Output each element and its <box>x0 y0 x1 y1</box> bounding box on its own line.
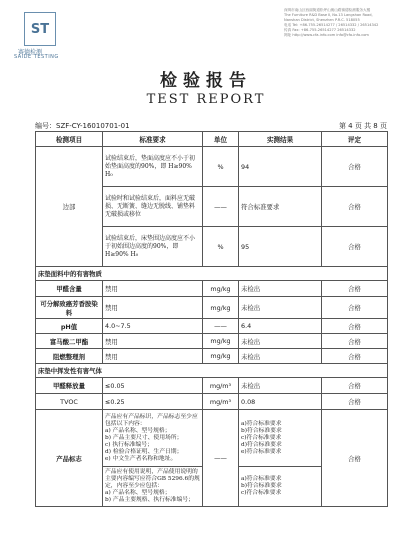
verdict-cell: 合格 <box>322 334 388 349</box>
result-cell: 95 <box>239 227 322 267</box>
result-cell: 未检出 <box>239 334 322 349</box>
unit-cell: mg/kg <box>203 349 239 364</box>
requirement-cell: 试验结束后，垫面高度应不小于初始垫面高度的90%，即 H≥90% H₀ <box>103 147 203 187</box>
item-cell: 甲醛含量 <box>36 281 103 297</box>
result-cell: 未检出 <box>239 378 322 394</box>
requirement-cell: 禁用 <box>103 334 203 349</box>
list-item: b)符合标准要求 <box>241 483 282 489</box>
label-item: 产品标志 <box>36 410 103 507</box>
table-row <box>36 394 388 410</box>
contact-line: 网址 http://www.cfa-info.com info@cfa-info.com <box>284 33 369 37</box>
report-header <box>0 0 412 60</box>
logo-cn-name: 赛德检测 <box>18 49 43 56</box>
test-results-table <box>35 131 388 507</box>
item-cell: 甲醛释放量 <box>36 378 103 394</box>
verdict-cell: 合格 <box>322 187 388 227</box>
report-number-value: SZF-CY-16010701-01 <box>56 122 130 130</box>
list-item: a)符合标准要求 <box>241 420 282 427</box>
table-row <box>36 147 388 187</box>
verdict-cell: 合格 <box>322 378 388 394</box>
list-item: c)符合标准要求 <box>241 434 282 441</box>
result-cell: 0.08 <box>239 394 322 410</box>
item-cell: 可分解致癌芳香胺染料 <box>36 297 103 319</box>
edge-item: 边部 <box>36 147 103 267</box>
list-item: e)符合标准要求 <box>241 448 282 455</box>
item-cell: TVOC <box>36 394 103 410</box>
verdict-cell: 合格 <box>322 227 388 267</box>
requirement-cell: 禁用 <box>103 349 203 364</box>
table-row <box>36 297 388 319</box>
list-item: 产品应有产品标识，产品标志至少应包括以下内容： <box>105 413 198 427</box>
unit-cell: mg/kg <box>203 334 239 349</box>
section-harmful-substances: 床垫面料中的有害物质 <box>36 267 388 281</box>
table-row <box>36 281 388 297</box>
unit-cell: % <box>203 227 239 267</box>
table-row <box>36 410 388 467</box>
unit-cell: —— <box>203 410 239 507</box>
result-cell: 未检出 <box>239 349 322 364</box>
verdict-cell: 合格 <box>322 349 388 364</box>
list-item: b) 产品主要尺寸、使用场所； <box>105 434 183 441</box>
requirement-cell: 禁用 <box>103 297 203 319</box>
label-requirement-2 <box>103 467 203 507</box>
result-cell: 6.4 <box>239 319 322 334</box>
verdict-cell: 合格 <box>322 410 388 507</box>
contact-line: The Furniture R&D Base Ⅱ, No.13 Langshan Road, <box>284 13 373 17</box>
contact-line: Nanshan District, Shenzhen P.R.C. 518055 <box>284 18 360 22</box>
list-item: d)符合标准要求 <box>241 441 282 448</box>
unit-cell: mg/kg <box>203 297 239 319</box>
report-title-cn: 检验报告 <box>160 71 252 91</box>
report-number-label: 编号： <box>35 122 56 130</box>
unit-cell: —— <box>203 319 239 334</box>
requirement-cell: 禁用 <box>103 281 203 297</box>
header-result: 实测结果 <box>239 132 322 147</box>
report-title-en: TEST REPORT <box>146 92 266 107</box>
table-row <box>36 334 388 349</box>
logo-en-name: SAIDE TESTING <box>14 54 59 60</box>
unit-cell: % <box>203 147 239 187</box>
list-item: d) 检验合格证明、生产日期； <box>105 448 183 455</box>
item-cell: 富马酸二甲酯 <box>36 334 103 349</box>
unit-cell: —— <box>203 187 239 227</box>
result-cell: 未检出 <box>239 281 322 297</box>
header-item: 检测项目 <box>36 132 103 147</box>
company-logo: ST <box>24 12 56 46</box>
header-requirement: 标准要求 <box>103 132 203 147</box>
list-item: c) 执行标准编号； <box>105 441 153 448</box>
table-row <box>36 378 388 394</box>
requirement-cell: 试验时和试验结束后，面料应无破损、无断簧、缝边无脱线、铺垫料无破损或移位 <box>103 187 203 227</box>
label-result-1 <box>239 410 322 467</box>
requirement-cell: ≤0.25 <box>103 394 203 410</box>
item-cell: 阻燃整理剂 <box>36 349 103 364</box>
unit-cell: mg/m³ <box>203 394 239 410</box>
header-verdict: 评定 <box>322 132 388 147</box>
result-cell: 符合标准要求 <box>239 187 322 227</box>
contact-line: 传真 Fax: +86-755-26514277 26514332 <box>284 28 356 32</box>
report-number <box>35 121 130 131</box>
verdict-cell: 合格 <box>322 297 388 319</box>
section-volatile-gas: 床垫中挥发性有害气体 <box>36 364 388 378</box>
requirement-cell: ≤0.05 <box>103 378 203 394</box>
table-row <box>36 349 388 364</box>
list-item: a) 产品名称、型号规格； <box>105 490 171 496</box>
section-row <box>36 364 388 378</box>
list-item: e) 中文生产者名称和地址。 <box>105 455 177 462</box>
contact-line: 电话 Tel: +86-755-26514277 / 26514332 / 26514342 <box>284 23 379 27</box>
page-indicator: 第 4 页 共 8 页 <box>338 122 387 130</box>
company-contact <box>284 8 409 38</box>
verdict-cell: 合格 <box>322 319 388 334</box>
label-result-2 <box>239 467 322 507</box>
table-header-row <box>36 132 388 147</box>
contact-line: 深圳市南山区西丽街道松坪山朗山路赛德检测服务大楼 <box>284 8 371 12</box>
list-item: b) 产品主要规格、执行标准编号； <box>105 497 194 503</box>
requirement-cell: 4.0~7.5 <box>103 319 203 334</box>
list-item: 产品应有使用说明，产品使用说明的主要内容编写应符合GB 5296.6的规定，内容至少应包括： <box>105 469 200 489</box>
result-cell: 未检出 <box>239 297 322 319</box>
section-row <box>36 267 388 281</box>
label-requirement-1 <box>103 410 203 467</box>
verdict-cell: 合格 <box>322 281 388 297</box>
verdict-cell: 合格 <box>322 394 388 410</box>
item-cell: pH值 <box>36 319 103 334</box>
list-item: a)符合标准要求 <box>241 476 282 482</box>
unit-cell: mg/kg <box>203 281 239 297</box>
table-row <box>36 319 388 334</box>
header-unit: 单位 <box>203 132 239 147</box>
list-item: a) 产品名称、型号规格； <box>105 427 171 434</box>
result-cell: 94 <box>239 147 322 187</box>
verdict-cell: 合格 <box>322 147 388 187</box>
unit-cell: mg/m³ <box>203 378 239 394</box>
list-item: c)符合标准要求 <box>241 490 282 496</box>
requirement-cell: 试验结束后，床垫围边高度应不小于初始围边高度的90%，即 H≥90% H₀ <box>103 227 203 267</box>
list-item: b)符合标准要求 <box>241 427 282 434</box>
